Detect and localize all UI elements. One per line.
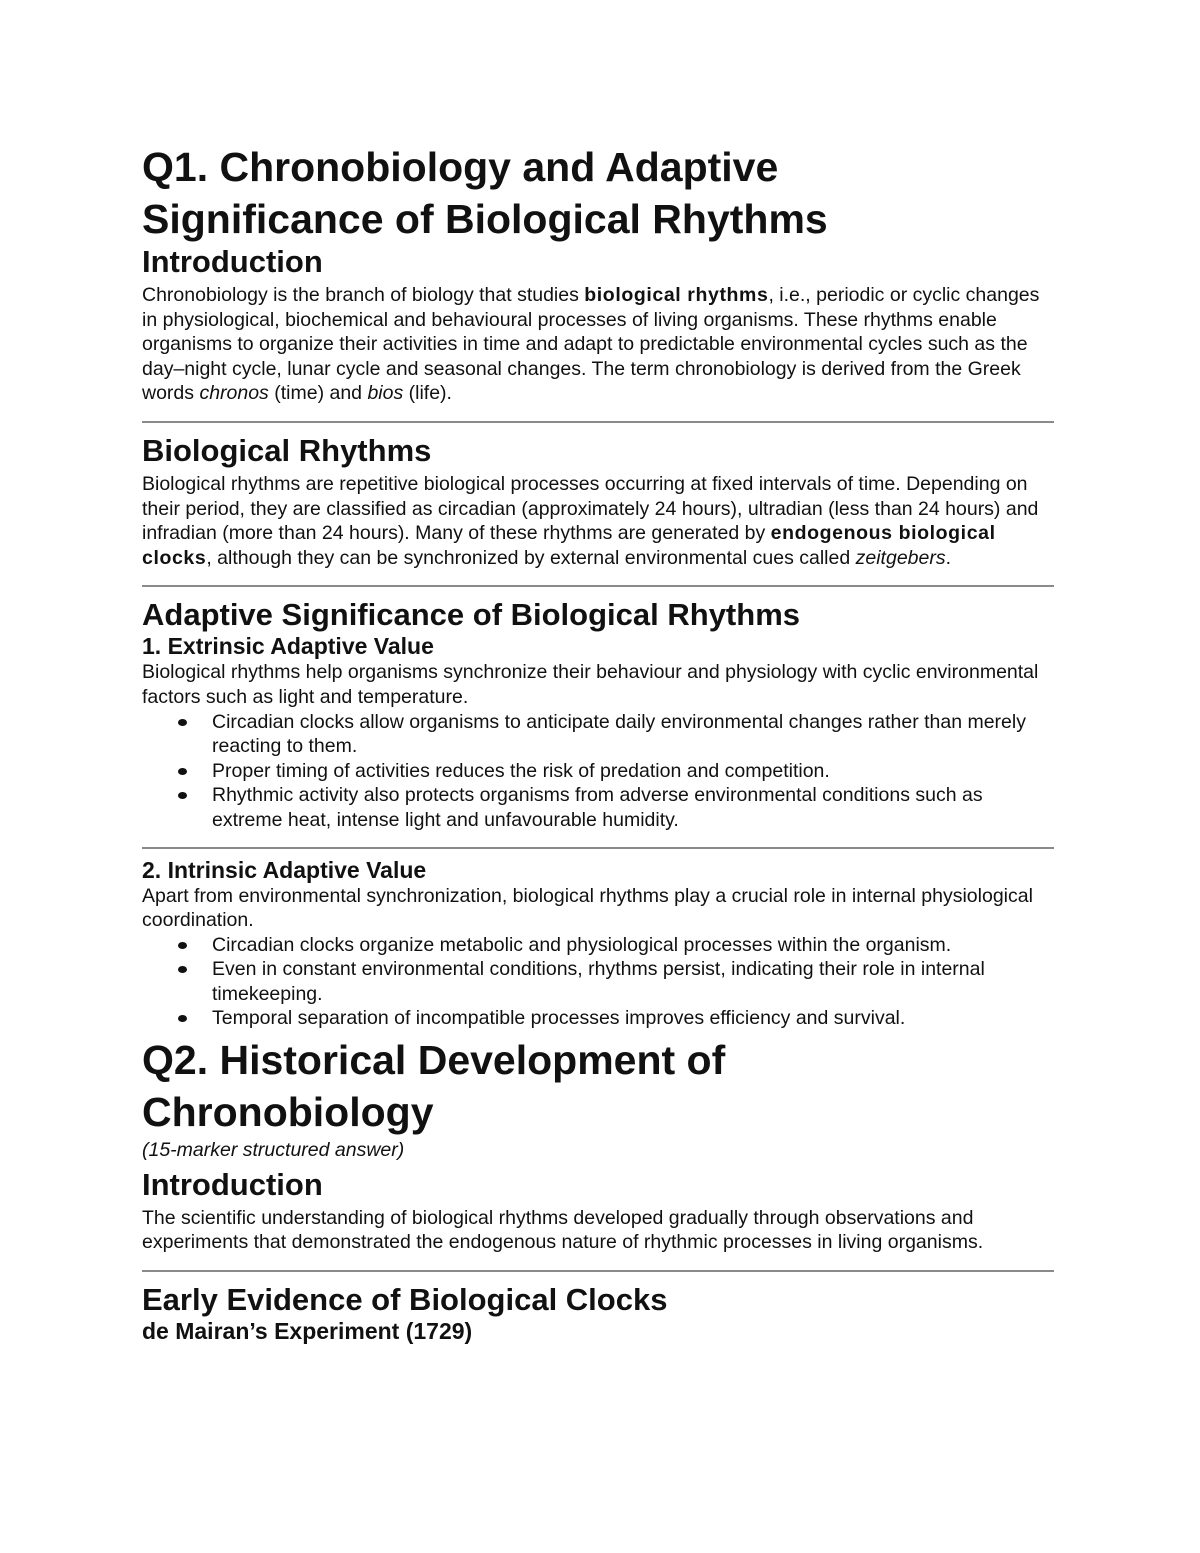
- q1-intro-heading: Introduction: [142, 244, 323, 279]
- bold-term: biological rhythms: [584, 284, 769, 306]
- section-divider: [142, 847, 1054, 849]
- italic-term: bios: [367, 382, 404, 405]
- q2-intro-heading: Introduction: [142, 1166, 323, 1202]
- extrinsic-heading: 1. Extrinsic Adaptive Value: [142, 633, 434, 660]
- list-item: Temporal separation of incompatible processes improves efficiency and survival.: [142, 1006, 1054, 1031]
- section-divider: [142, 1270, 1054, 1272]
- q2-title-line-2: Chronobiology: [142, 1089, 434, 1136]
- early-evidence-heading: Early Evidence of Biological Clocks: [142, 1281, 668, 1317]
- intrinsic-heading: 2. Intrinsic Adaptive Value: [142, 856, 427, 883]
- q2-title: [142, 1034, 1054, 1138]
- list-item: Proper timing of activities reduces the risk of predation and competition.: [142, 759, 1054, 784]
- adaptive-heading: Adaptive Significance of Biological Rhythms: [142, 597, 800, 633]
- extrinsic-paragraph: Biological rhythms help organisms synchronize their behaviour and physiology with cyclic environmental factors such as light and temperature.: [142, 661, 1039, 708]
- q1-title-line-2: Significance of Biological Rhythms: [142, 196, 828, 242]
- list-item: Circadian clocks organize metabolic and physiological processes within the organism.: [142, 933, 1054, 958]
- q1-title-line-1: Q1. Chronobiology and Adaptive: [142, 144, 779, 190]
- q2-title-line-1: Q2. Historical Development of: [142, 1037, 726, 1084]
- q2-note: (15-marker structured answer): [142, 1139, 405, 1162]
- q1-title: [142, 141, 1054, 245]
- italic-term: chronos: [199, 382, 269, 405]
- rhythms-paragraph: Biological rhythms are repetitive biological processes occurring at fixed intervals of time. Depending on their period, they are classified as circadian (approximately 24 hours), ultradian (less than 24 hours) and infradian (more than 24 hours). Many of these rhythms are generated by endogenous biological clocks, although they can be synchronized by external environmental cues called zeitgebers.: [142, 472, 1039, 569]
- bold-term: endogenous biological clocks: [142, 522, 996, 569]
- section-divider: [142, 421, 1054, 423]
- list-item: Rhythmic activity also protects organisms from adverse environmental conditions such as extreme heat, intense light and unfavourable humidity.: [142, 783, 1054, 832]
- de-mairan-heading: de Mairan’s Experiment (1729): [142, 1317, 473, 1344]
- intrinsic-bullet-list: [142, 933, 1054, 1031]
- intrinsic-paragraph: Apart from environmental synchronization, biological rhythms play a crucial role in internal physiological coordination.: [142, 884, 1033, 932]
- list-item: Even in constant environmental conditions, rhythms persist, indicating their role in internal timekeeping.: [142, 957, 1054, 1006]
- q1-intro-paragraph: Chronobiology is the branch of biology that studies biological rhythms, i.e., periodic or cyclic changes in physiological, biochemical and behavioural processes of living organisms. These rhythms enable organisms to organize their activities in time and adapt to predictable environmental cycles such as the day–night cycle, lunar cycle and seasonal changes. The term chronobiology is derived from the Greek words chronos (time) and bios (life).: [142, 284, 1040, 405]
- rhythms-heading: Biological Rhythms: [142, 432, 432, 468]
- italic-term: zeitgebers: [855, 546, 946, 569]
- q2-intro-paragraph: The scientific understanding of biological rhythms developed gradually through observations and experiments that demonstrated the endogenous nature of rhythmic processes in living organisms.: [142, 1206, 984, 1254]
- list-item: Circadian clocks allow organisms to anticipate daily environmental changes rather than merely reacting to them.: [142, 710, 1054, 759]
- section-divider: [142, 585, 1054, 587]
- extrinsic-bullet-list: [142, 710, 1054, 833]
